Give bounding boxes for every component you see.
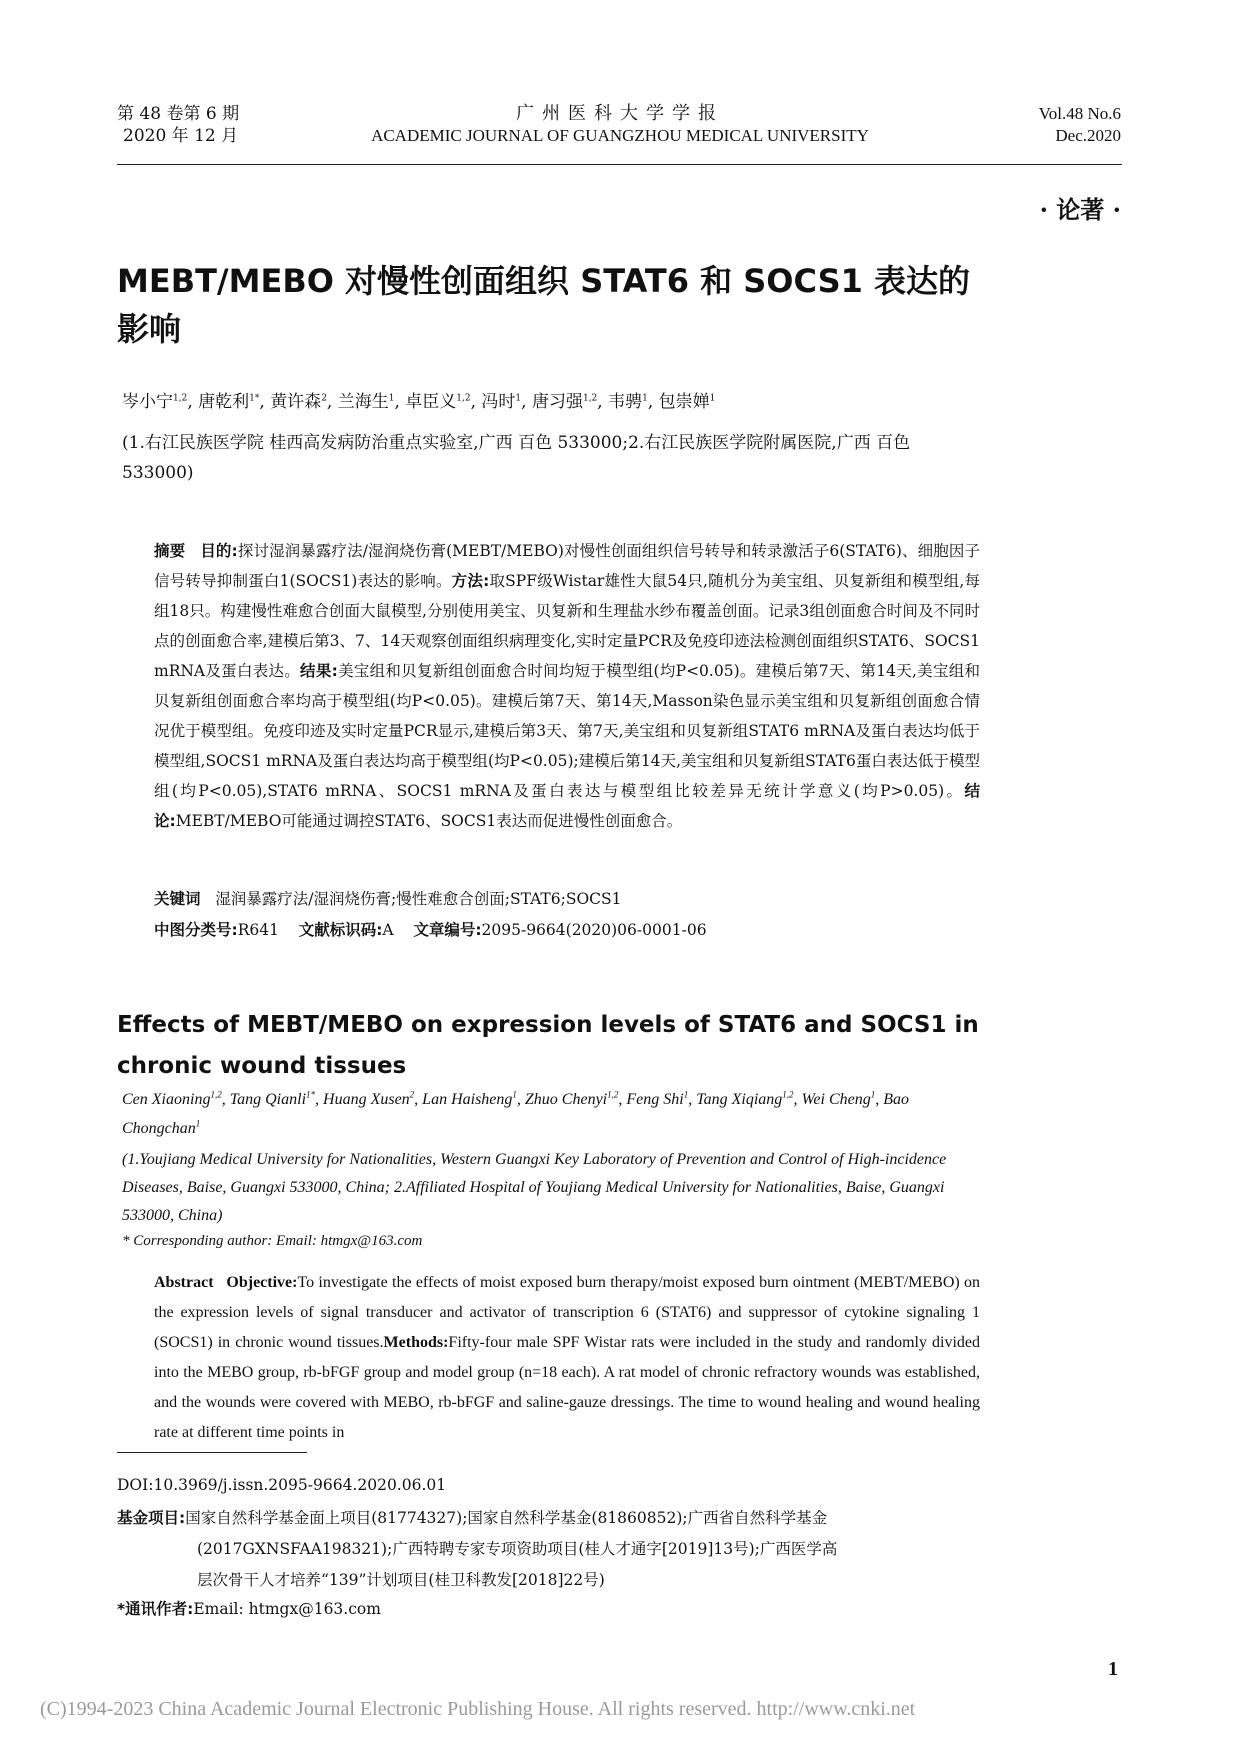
header-volume: 第 48 卷第 6 期 xyxy=(117,104,240,124)
keywords-cn xyxy=(154,887,622,909)
abstract-label-cn: 摘要 xyxy=(154,542,186,560)
article-title-en: Effects of MEBT/MEBO on expression levels of STAT6 and SOCS1 in chronic wound tissues xyxy=(117,1012,979,1079)
author-cn: 岑小宁$^{1,2}$ xyxy=(122,392,188,412)
author-list-cn: 岑小宁$^{1,2}$, 唐乾利$^{1*}$, 黄许森$^2$, 兰海生$^1$, 卓臣义$^{1,2}$, 冯时$^1$, 唐习强$^{1,2}$, 韦骋$^1$, 包崇婵$^1$ xyxy=(122,392,716,412)
doc-code-value: A xyxy=(382,921,394,939)
funding xyxy=(117,1503,987,1596)
author-cn: 唐习强$^{1,2}$ xyxy=(531,392,598,412)
header-date-en: Dec.2020 xyxy=(1055,126,1121,145)
author-cn: 冯时$^1$ xyxy=(481,392,522,412)
author-cn: 黄许森$^2$ xyxy=(270,392,327,412)
affiliation-cn: (1.右江民族医学院 桂西高发病防治重点实验室,广西 百色 533000;2.右江民族医学院附属医院,广西 百色 533000) xyxy=(122,433,911,483)
abstract-label-en: Abstract xyxy=(154,1274,214,1291)
clc-label: 中图分类号: xyxy=(154,921,238,939)
author-cn: 包崇婵$^1$ xyxy=(658,392,716,412)
funding-line-1: 国家自然科学基金面上项目(81774327);国家自然科学基金(81860852);广西省自然科学基金 xyxy=(185,1509,828,1527)
results-label-cn: 结果: xyxy=(300,662,338,680)
clc-value: R641 xyxy=(237,921,279,939)
author-list-en: Cen Xiaoning$^{1,2}$, Tang Qianli$^{1*}$, Huang Xusen$^2$, Lan Haisheng$^1$, Zhuo Chenyi$^{1,2}$, Feng Shi$^1$, Tang Xiqiang$^{1,2}$, Wei Cheng$^1$, Bao Chongchan$^1$ xyxy=(122,1089,910,1137)
author-en: Tang Xiqiang$^{1,2}$ xyxy=(696,1089,794,1108)
objective-label-cn: 目的: xyxy=(200,542,238,560)
author-cn: 卓臣义$^{1,2}$ xyxy=(405,392,471,412)
footnote-rule xyxy=(117,1452,307,1453)
author-en: Cen Xiaoning$^{1,2}$ xyxy=(122,1089,222,1108)
section-tag: · 论著 · xyxy=(1039,195,1121,224)
corresponding-label-cn: *通讯作者: xyxy=(117,1600,194,1618)
header-date: 2020 年 12 月 xyxy=(123,126,239,146)
author-en: Feng Shi$^1$ xyxy=(626,1089,689,1108)
objective-label-en: Objective: xyxy=(226,1274,298,1291)
corresponding-email-cn: Email: htmgx@163.com xyxy=(193,1600,381,1618)
affiliation-en: (1.Youjiang Medical University for Nationalities, Western Guangxi Key Laboratory of Prevention and Control of High-incidence Diseases, Baise, Guangxi 533000, China; 2.Affiliated Hospital of Youjiang Medical University for Nationalities, Baise, Guangxi 533000, China) xyxy=(122,1151,947,1224)
header-volume-en: Vol.48 No.6 xyxy=(1038,104,1121,123)
author-cn: 兰海生$^1$ xyxy=(337,392,395,412)
author-en: Zhuo Chenyi$^{1,2}$ xyxy=(524,1089,619,1108)
page-number: 1 xyxy=(1108,1658,1118,1680)
article-no-label: 文章编号: xyxy=(413,921,482,939)
author-en: Huang Xusen$^2$ xyxy=(323,1089,415,1108)
methods-label-cn: 方法: xyxy=(451,572,490,590)
author-cn: 唐乾利$^{1*}$ xyxy=(198,392,260,412)
abstract-cn xyxy=(154,536,980,836)
keywords-label-cn: 关键词 xyxy=(154,890,201,908)
author-en: Tang Qianli$^{1*}$ xyxy=(229,1089,316,1108)
author-en: Wei Cheng$^1$ xyxy=(801,1089,876,1108)
header-journal xyxy=(300,103,940,147)
journal-name-en: ACADEMIC JOURNAL OF GUANGZHOU MEDICAL UNIVERSITY xyxy=(371,126,869,145)
copyright-notice: (C)1994-2023 China Academic Journal Electronic Publishing House. All rights reserved. http://www.cnki.net xyxy=(40,1698,916,1720)
funding-label: 基金项目: xyxy=(117,1509,186,1527)
methods-text-cn: 取SPF级Wistar雄性大鼠54只,随机分为美宝组、贝复新组和模型组,每组18只。构建慢性难愈合创面大鼠模型,分别使用美宝、贝复新和生理盐水纱布覆盖创面。记录3组创面愈合时间及不同时点的创面愈合率,建模后第3、7、14天观察创面组织病理变化,实时定量PCR及免疫印迹法检测创面组织STAT6、SOCS1 mRNA及蛋白表达。 xyxy=(154,572,980,680)
corresponding-author-en: * Corresponding author: Email: htmgx@163.com xyxy=(122,1233,423,1249)
objective-text-en: To investigate the effects of moist exposed burn therapy/moist exposed burn ointment (MEBT/MEBO) on the expression levels of signal transducer and activator of transcription 6 (STAT6) and suppressor of cytokine signaling 1 (SOCS1) in chronic wound tissues. xyxy=(154,1274,981,1351)
conclusion-text-cn: MEBT/MEBO可能通过调控STAT6、SOCS1表达而促进慢性创面愈合。 xyxy=(175,812,683,830)
header-rule xyxy=(117,164,1122,165)
methods-label-en: Methods: xyxy=(383,1334,449,1351)
funding-line-3: 层次骨干人才培养“139”计划项目(桂卫科教发[2018]22号) xyxy=(197,1571,605,1589)
results-text-cn: 美宝组和贝复新组创面愈合时间均短于模型组(均P<0.05)。建模后第7天、第14天,美宝组和贝复新组创面愈合率均高于模型组(均P<0.05)。建模后第7天、第14天,Masson染色显示美宝组和贝复新组创面愈合情况优于模型组。免疫印迹及实时定量PCR显示,建模后第3天、第7天,美宝组和贝复新组STAT6 mRNA及蛋白表达均低于模型组,SOCS1 mRNA及蛋白表达均高于模型组(均P<0.05);建模后第14天,美宝组和贝复新组STAT6蛋白表达低于模型组(均P<0.05),STAT6 mRNA、SOCS1 mRNA及蛋白表达与模型组比较差异无统计学意义(均P>0.05)。 xyxy=(154,662,980,800)
article-title-cn: MEBT/MEBO 对慢性创面组织 STAT6 和 SOCS1 表达的影响 xyxy=(117,262,971,348)
objective-text-cn: 探讨湿润暴露疗法/湿润烧伤膏(MEBT/MEBO)对慢性创面组织信号转导和转录激活子6(STAT6)、细胞因子信号转导抑制蛋白1(SOCS1)表达的影响。 xyxy=(154,542,980,590)
classification-line xyxy=(154,918,707,940)
keywords-text-cn: 湿润暴露疗法/湿润烧伤膏;慢性难愈合创面;STAT6;SOCS1 xyxy=(215,890,622,908)
author-cn: 韦骋$^1$ xyxy=(608,392,648,412)
doc-code-label: 文献标识码: xyxy=(298,921,383,939)
header-vol-en xyxy=(1039,103,1121,147)
author-en: Lan Haisheng$^1$ xyxy=(422,1089,517,1108)
funding-line-2: (2017GXNSFAA198321);广西特聘专家专项资助项目(桂人才通字[2019]13号);广西医学高 xyxy=(197,1540,838,1558)
author-en: Bao Chongchan$^1$ xyxy=(122,1091,910,1137)
doi: DOI:10.3969/j.issn.2095-9664.2020.06.01 xyxy=(117,1476,447,1494)
methods-text-en: Fifty-four male SPF Wistar rats were included in the study and randomly divided into the MEBO group, rb-bFGF group and model group (n=18 each). A rat model of chronic refractory wounds was established, and the wounds were covered with MEBO, rb-bFGF and saline-gauze dressings. The time to wound healing and wound healing rate at different time points in xyxy=(154,1334,980,1441)
article-no-value: 2095-9664(2020)06-0001-06 xyxy=(481,921,707,939)
abstract-en xyxy=(154,1268,980,1448)
corresponding-author-cn xyxy=(117,1597,381,1619)
conclusion-label-cn: 结论: xyxy=(154,782,980,830)
journal-name-cn: 广州医科大学学报 xyxy=(516,103,724,124)
header-issue xyxy=(117,103,239,147)
